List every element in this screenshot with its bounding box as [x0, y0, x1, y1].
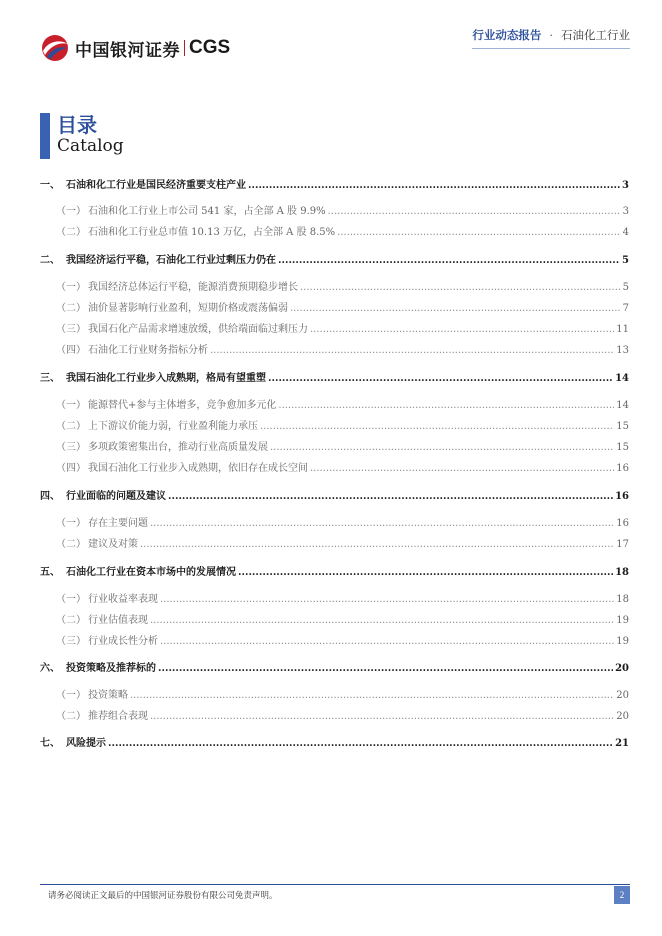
- toc-leader: [260, 421, 614, 432]
- toc-title: 风险提示: [66, 738, 106, 749]
- toc-subentry[interactable]: [40, 223, 629, 238]
- title-accent-bar: [40, 113, 50, 159]
- toc-number: 四、: [40, 491, 60, 502]
- toc-subentry[interactable]: [40, 202, 629, 217]
- toc-subentry[interactable]: [40, 438, 629, 453]
- header-report-info: [472, 27, 630, 43]
- toc-entry[interactable]: [40, 659, 629, 674]
- toc-leader: [160, 594, 614, 605]
- toc-page: 16: [616, 518, 629, 529]
- toc-page: 4: [622, 227, 629, 238]
- toc-page: 3: [622, 206, 629, 217]
- toc-page: 7: [622, 303, 629, 314]
- toc-page: 18: [616, 594, 629, 605]
- toc-page: 13: [616, 345, 629, 356]
- toc-title: 投资策略及推荐标的: [66, 663, 156, 674]
- footer-disclaimer: 请务必阅读正文最后的中国银河证券股份有限公司免责声明。: [48, 891, 278, 901]
- toc-leader: [160, 636, 614, 647]
- toc-subentry[interactable]: [40, 590, 629, 605]
- toc-subentry[interactable]: [40, 632, 629, 647]
- toc-leader: [278, 255, 620, 266]
- toc-number: （二）: [56, 711, 86, 722]
- toc-leader: [140, 539, 614, 550]
- toc-page: 5: [622, 282, 629, 293]
- toc-title: 我国经济总体运行平稳，能源消费预期稳步增长: [88, 282, 298, 293]
- toc-page: 5: [622, 255, 629, 266]
- toc-page: 20: [616, 711, 629, 722]
- toc-title: 存在主要问题: [88, 518, 148, 529]
- toc-number: （一）: [56, 282, 86, 293]
- toc-subentry[interactable]: [40, 396, 629, 411]
- toc-title: 上下游议价能力弱，行业盈利能力承压: [88, 421, 258, 432]
- toc-subentry[interactable]: [40, 299, 629, 314]
- toc-page: 14: [616, 400, 629, 411]
- toc-title: 行业估值表现: [88, 615, 148, 626]
- toc-title: 投资策略: [88, 690, 128, 701]
- toc-title: 行业收益率表现: [88, 594, 158, 605]
- toc-title: 我国石油化工行业步入成熟期，依旧存在成长空间: [88, 463, 308, 474]
- toc-title: 石油和化工行业是国民经济重要支柱产业: [66, 180, 246, 191]
- toc-number: （四）: [56, 345, 86, 356]
- toc-leader: [328, 206, 621, 217]
- toc-number: （二）: [56, 227, 86, 238]
- toc-title: 石油和化工行业总市值 10.13 万亿，占全部 A 股 8.5%: [88, 227, 336, 238]
- toc-number: （二）: [56, 615, 86, 626]
- toc-title: 建议及对策: [88, 539, 138, 550]
- footer-rule: [40, 884, 630, 885]
- page-header: [0, 0, 662, 70]
- toc-subentry[interactable]: [40, 320, 629, 335]
- toc-subentry[interactable]: [40, 535, 629, 550]
- toc-page: 17: [616, 539, 629, 550]
- toc-leader: [210, 345, 614, 356]
- toc-number: 一、: [40, 180, 60, 191]
- toc-page: 3: [622, 180, 629, 191]
- page-number: 2: [614, 886, 630, 904]
- toc-number: （二）: [56, 539, 86, 550]
- toc-leader: [168, 491, 613, 502]
- toc-page: 19: [616, 615, 629, 626]
- toc-number: （三）: [56, 324, 86, 335]
- toc-page: 15: [616, 421, 629, 432]
- logo-text-cn: 中国银河证券: [75, 40, 180, 61]
- toc-number: （三）: [56, 636, 86, 647]
- toc-title: 多项政策密集出台，推动行业高质量发展: [88, 442, 268, 453]
- toc-leader: [158, 663, 613, 674]
- toc-entry[interactable]: [40, 563, 629, 578]
- toc-subentry[interactable]: [40, 417, 629, 432]
- toc-leader: [270, 442, 614, 453]
- toc-page: 20: [615, 663, 629, 674]
- toc-title: 行业成长性分析: [88, 636, 158, 647]
- toc-leader: [278, 400, 614, 411]
- toc-title: 我国经济运行平稳，石油化工行业过剩压力仍在: [66, 255, 276, 266]
- toc-entry[interactable]: [40, 176, 629, 191]
- toc-title: 石油化工行业在资本市场中的发展情况: [66, 567, 236, 578]
- header-rule: [472, 48, 630, 49]
- toc-number: 三、: [40, 373, 60, 384]
- toc-number: （一）: [56, 206, 86, 217]
- toc-leader: [310, 463, 614, 474]
- toc-title: 我国石油化工行业步入成熟期，格局有望重塑: [66, 373, 266, 384]
- toc-number: （一）: [56, 400, 86, 411]
- toc-number: （三）: [56, 442, 86, 453]
- industry-name: 石油化工行业: [561, 28, 630, 42]
- toc-number: 五、: [40, 567, 60, 578]
- toc-subentry[interactable]: [40, 611, 629, 626]
- company-logo: [40, 33, 230, 63]
- toc-page: 14: [615, 373, 629, 384]
- toc-leader: [130, 690, 614, 701]
- toc-title: 推荐组合表现: [88, 711, 148, 722]
- toc-leader: [300, 282, 621, 293]
- toc-title: 油价显著影响行业盈利，短期价格或震荡偏弱: [88, 303, 288, 314]
- toc-subentry[interactable]: [40, 459, 629, 474]
- toc-subentry[interactable]: [40, 686, 629, 701]
- toc-leader: [337, 227, 620, 238]
- toc-leader: [150, 518, 614, 529]
- toc-page: 20: [616, 690, 629, 701]
- toc-entry[interactable]: [40, 734, 629, 749]
- toc-leader: [150, 615, 614, 626]
- toc-number: （一）: [56, 594, 86, 605]
- toc-number: 二、: [40, 255, 60, 266]
- toc-number: （二）: [56, 303, 86, 314]
- toc-leader: [150, 711, 614, 722]
- toc-leader: [108, 738, 613, 749]
- logo-divider: [184, 40, 185, 56]
- toc-title: 行业面临的问题及建议: [66, 491, 166, 502]
- toc-page: 11: [616, 324, 629, 335]
- toc-title: 能源替代+参与主体增多，竞争愈加多元化: [88, 400, 277, 411]
- toc-leader: [310, 324, 614, 335]
- toc-number: 七、: [40, 738, 60, 749]
- toc-entry[interactable]: [40, 251, 629, 266]
- toc-number: （一）: [56, 690, 86, 701]
- toc-number: （二）: [56, 421, 86, 432]
- logo-text-en: CGS: [189, 37, 231, 58]
- toc-page: 16: [615, 491, 629, 502]
- toc-leader: [238, 567, 613, 578]
- toc-title: 我国石化产品需求增速放缓，供给端面临过剩压力: [88, 324, 308, 335]
- toc-page: 18: [615, 567, 629, 578]
- toc-subentry[interactable]: [40, 278, 629, 293]
- header-separator: ·: [549, 28, 553, 42]
- toc-subentry[interactable]: [40, 707, 629, 722]
- title-cn: 目录: [57, 113, 97, 137]
- toc-number: 六、: [40, 663, 60, 674]
- toc-number: （一）: [56, 518, 86, 529]
- galaxy-logo-icon: [40, 33, 70, 63]
- toc-leader: [290, 303, 621, 314]
- toc-title: 石油和化工行业上市公司 541 家，占全部 A 股 9.9%: [88, 206, 326, 217]
- toc-leader: [268, 373, 613, 384]
- toc-subentry[interactable]: [40, 514, 629, 529]
- report-type: 行业动态报告: [472, 28, 542, 42]
- toc-entry[interactable]: [40, 487, 629, 502]
- toc-subentry[interactable]: [40, 341, 629, 356]
- toc-page: 16: [616, 463, 629, 474]
- toc-entry[interactable]: [40, 369, 629, 384]
- toc-title: 石油化工行业财务指标分析: [88, 345, 208, 356]
- toc-number: （四）: [56, 463, 86, 474]
- toc-page: 21: [615, 738, 629, 749]
- toc-page: 15: [616, 442, 629, 453]
- toc-leader: [248, 180, 620, 191]
- title-en: Catalog: [57, 136, 124, 156]
- toc-page: 19: [616, 636, 629, 647]
